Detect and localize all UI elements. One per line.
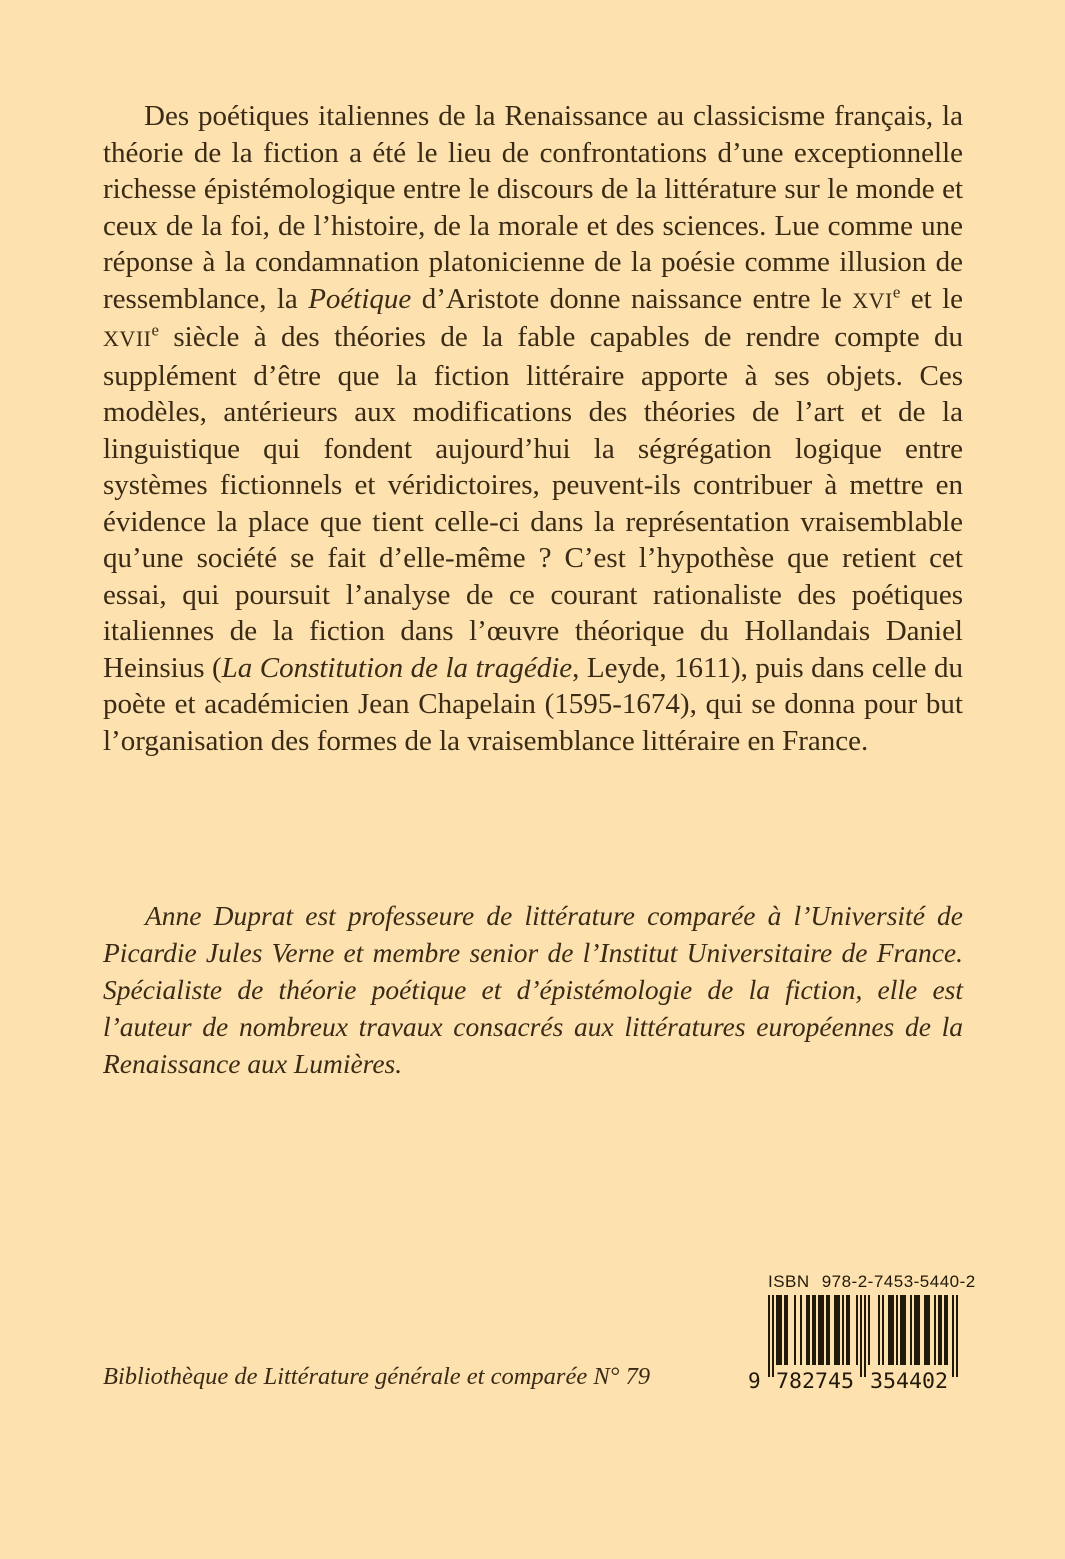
synopsis-paragraph: Des poétiques italiennes de la Renaissance au classicisme français, la théorie de la fiction a été le lieu de confrontations d’une exceptionnelle richesse épistémologique entre le discours de la littérature sur le monde et ceux de la foi, de l’histoire, de la morale et des sciences. Lue comme une réponse à la condamnation platonicienne de la poésie comme illusion de ressemblance, la Poétique d’Aristote donne naissance entre le XVIe et le XVIIe siècle à des théories de la fable capables de rendre compte du supplément d’être que la fiction littéraire apporte à ses objets. Ces modèles, antérieurs aux modifications des théories de l’art et de la linguistique qui fondent aujourd’hui la ségrégation logique entre systèmes fictionnels et véridictoires, peuvent-ils contribuer à mettre en évidence la place que tient celle-ci dans la représentation vraisemblable qu’une société se fait d’elle-même ? C’est l’hypothèse que retient cet essai, qui poursuit l’analyse de ce courant rationaliste des poétiques italiennes de la fiction dans l’œuvre théorique du Hollandais Daniel Heinsius (La Constitution de la tragédie, Leyde, 1611), puis dans celle du poète et académicien Jean Chapelain (1595-1674), qui se donna pour but l’organisation des formes de la vraisemblance littéraire en France. <box>103 100 963 757</box>
author-bio-paragraph: Anne Duprat est professeure de littérature comparée à l’Université de Picardie Jules Verne et membre senior de l’Institut Universitaire de France. Spécialiste de théorie poétique et d’épistémologie de la fiction, elle est l’auteur de nombreux travaux consacrés aux littératures européennes de la Renaissance aux Lumières. <box>103 900 963 1079</box>
svg-text:782745: 782745 <box>776 1369 854 1391</box>
series-collection-label: Bibliothèque de Littérature générale et comparée N° 79 <box>103 1363 651 1390</box>
svg-text:9: 9 <box>748 1369 761 1391</box>
svg-text:354402: 354402 <box>870 1369 948 1391</box>
isbn-number: 978-2-7453-5440-2 <box>821 1272 976 1291</box>
isbn-label: ISBN <box>768 1272 810 1291</box>
isbn-block <box>746 1272 976 1391</box>
isbn-line <box>768 1272 976 1292</box>
ean13-barcode <box>746 1295 976 1391</box>
